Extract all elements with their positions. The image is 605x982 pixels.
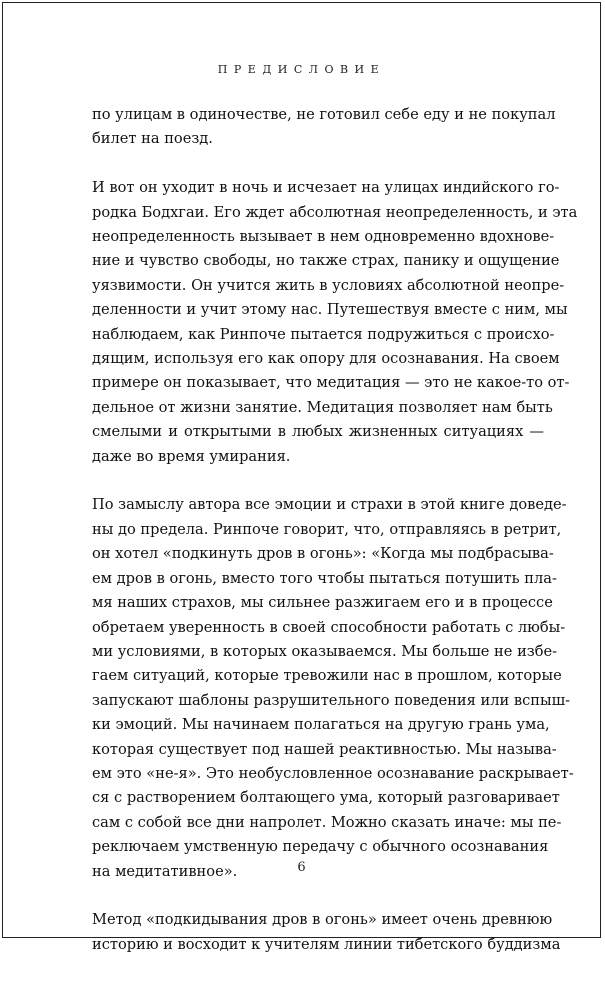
text-line: И вот он уходит в ночь и исчезает на улицах индийского го- xyxy=(92,179,560,197)
text-line: ны до предела. Ринпоче говорит, что, отправляясь в ретрит, xyxy=(92,520,562,538)
text-line: наблюдаем, как Ринпоче пытается подружиться с происхо- xyxy=(92,325,555,343)
text-line: смелыми и открытыми в любых жизненных ситуациях — xyxy=(92,423,544,441)
book-page xyxy=(2,2,601,953)
text-line: даже во время умирания. xyxy=(92,447,291,465)
paragraph xyxy=(92,908,561,957)
text-line: обретаем уверенность в своей способности работать с любы- xyxy=(92,618,566,636)
text-line: ки эмоций. Мы начинаем полагаться на другую грань ума, xyxy=(92,716,550,734)
text-line: ем дров в огонь, вместо того чтобы пытаться потушить пла- xyxy=(92,569,557,587)
text-line: на медитативное». xyxy=(92,862,238,880)
text-line: дящим, используя его как опору для осознавания. На своем xyxy=(92,350,560,368)
page-number: 6 xyxy=(297,860,306,875)
text-line: родка Бодхгаи. Его ждет абсолютная неопределенность, и эта xyxy=(92,203,578,221)
text-line: гаем ситуаций, которые тревожили нас в прошлом, которые xyxy=(92,667,562,685)
text-line: уязвимости. Он учится жить в условиях абсолютной неопре- xyxy=(92,276,565,294)
text-line: По замыслу автора все эмоции и страхи в этой книге доведе- xyxy=(92,496,567,514)
paragraph xyxy=(92,493,574,884)
text-line: которая существует под нашей реактивностью. Мы называ- xyxy=(92,740,557,758)
text-line: по улицам в одиночестве, не готовил себе еду и не покупал xyxy=(92,106,556,123)
text-line: ние и чувство свободы, но также страх, панику и ощущение xyxy=(92,252,560,270)
running-header: ПРЕДИСЛОВИЕ xyxy=(217,63,386,76)
text-line: дельное от жизни занятие. Медитация позволяет нам быть xyxy=(92,398,553,416)
text-line: мя наших страхов, мы сильнее разжигаем его и в процессе xyxy=(92,594,553,612)
paragraph xyxy=(92,103,556,152)
body-text xyxy=(92,103,578,982)
text-line: ся с растворением болтающего ума, который разговаривает xyxy=(92,789,560,807)
text-line: билет на поезд. xyxy=(92,130,213,148)
text-line: запускают шаблоны разрушительного поведения или вспыш- xyxy=(92,691,571,709)
text-line: реключаем умственную передачу с обычного осознавания xyxy=(92,838,549,856)
text-line: ми условиями, в которых оказываемся. Мы больше не избе- xyxy=(92,642,558,660)
text-line: сам с собой все дни напролет. Можно сказать иначе: мы пе- xyxy=(92,813,562,831)
text-line: деленности и учит этому нас. Путешествуя вместе с ним, мы xyxy=(92,301,568,319)
text-line: примере он показывает, что медитация — это не какое-то от- xyxy=(92,374,570,392)
text-line: ем это «не-я». Это необусловленное осознавание раскрывает- xyxy=(92,764,574,782)
text-line: историю и восходит к учителям линии тибетского буддизма xyxy=(92,935,561,953)
text-line: он хотел «подкинуть дров в огонь»: «Когда мы подбрасыва- xyxy=(92,545,554,563)
text-line: Метод «подкидывания дров в огонь» имеет очень древнюю xyxy=(92,911,553,929)
text-line: неопределенность вызывает в нем одновременно вдохнове- xyxy=(92,228,555,246)
paragraph xyxy=(92,176,578,469)
